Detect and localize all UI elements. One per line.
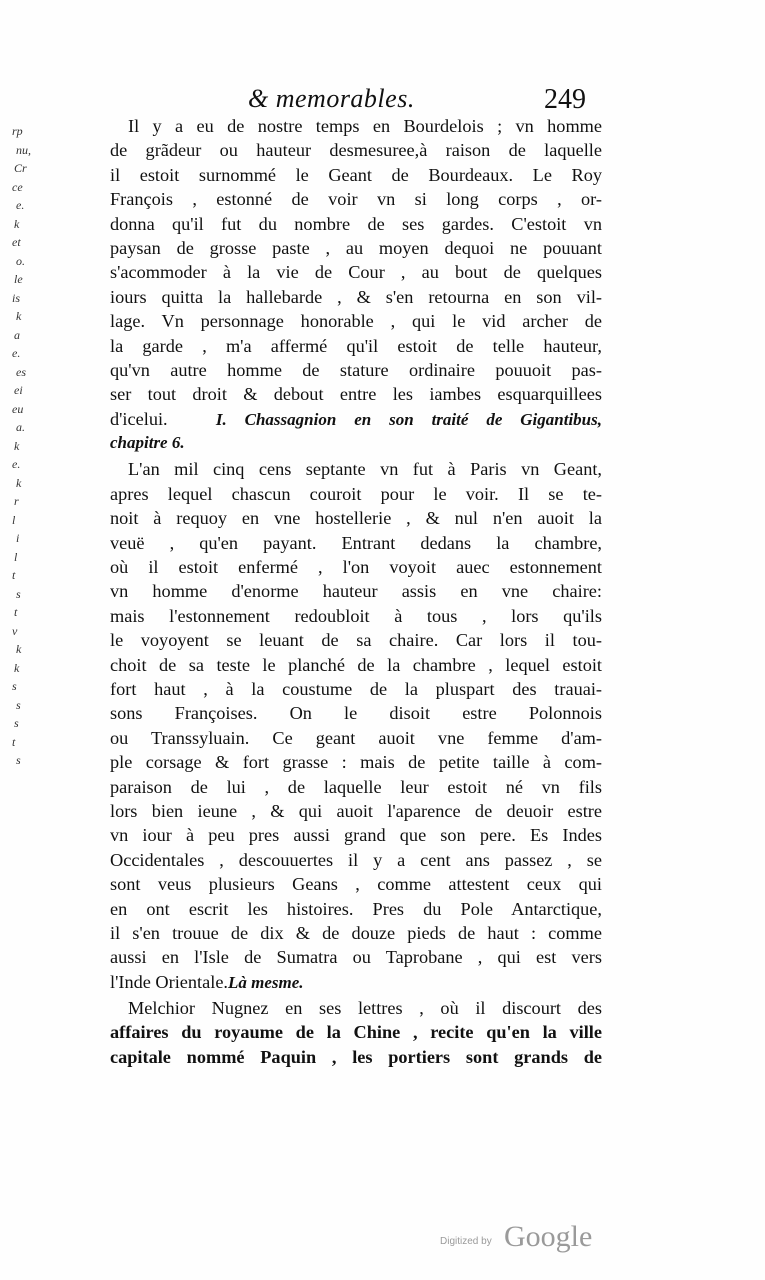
text-line: Occidentales , descouuertes il y a cent ans passez , se xyxy=(110,849,602,870)
text-line: de grãdeur ou hauteur desmesuree,à raison de laquelle xyxy=(110,140,602,161)
text-line: qu'vn autre homme de stature ordinaire pouuoit pas- xyxy=(110,359,602,380)
google-logo: Google xyxy=(504,1220,593,1253)
text-line: veuë , qu'en payant. Entrant dedans la chambre, xyxy=(110,532,602,553)
text-line: paraison de lui , de laquelle leur estoit né vn fils xyxy=(110,776,602,797)
gutter-fragment: Cr xyxy=(14,161,27,175)
gutter-fragment: i xyxy=(16,531,20,545)
text-line: il estoit surnommé le Geant de Bourdeaux. Le Roy xyxy=(110,164,602,185)
text-line: affaires du royaume de la Chine , recite qu'en la ville xyxy=(110,1022,602,1043)
digitizer-watermark xyxy=(440,1218,610,1258)
text-line: vn homme d'enorme hauteur assis en vne chaire: xyxy=(110,581,602,602)
citation: I. Chassagnion en son traité de Gigantibus, xyxy=(215,409,602,429)
text-line: vn iour à peu pres aussi grand que son pere. Es Indes xyxy=(110,825,602,846)
text-line: ser tout droit & debout entre les iambes esquarquillees xyxy=(110,384,602,405)
gutter-fragment: es xyxy=(16,364,26,379)
text-line: paysan de grosse paste , au moyen dequoi ne pouuant xyxy=(110,237,602,258)
gutter-fragment: e. xyxy=(12,457,21,471)
text-line: mais l'estonnement redoubloit à tous , lors qu'ils xyxy=(110,605,602,626)
text-line: aussi en l'Isle de Sumatra ou Taprobane , qui est vers xyxy=(110,947,602,968)
text-line: Il y a eu de nostre temps en Bourdelois ; vn homme xyxy=(128,116,602,136)
gutter-fragment: a xyxy=(14,327,20,342)
text-line: où il estoit enfermé , l'on voyoit auec estonnement xyxy=(110,557,602,578)
text-line: ou Transsyluain. Ce geant auoit vne femme d'am- xyxy=(110,727,602,748)
gutter-fragment: e. xyxy=(12,346,21,360)
citation-continuation: chapitre 6. xyxy=(110,433,185,453)
gutter-fragment: k xyxy=(16,475,22,490)
gutter-fragment: k xyxy=(16,642,22,656)
text-line: noit à requoy en vne hostellerie , & nul n'en auoit la xyxy=(110,508,602,529)
text-line: s'acommoder à la vie de Cour , au bout de quelques xyxy=(110,262,602,283)
text-line: donna qu'il fut du nombre de ses gardes. C'estoit vn xyxy=(110,213,602,234)
text-line: ple corsage & fort grasse : mais de petite taille à com- xyxy=(110,752,602,773)
gutter-fragment: l xyxy=(14,549,18,564)
text-line: apres lequel chascun couroit pour le voir. Il se te- xyxy=(110,483,602,504)
text-line-with-citation xyxy=(110,407,602,431)
gutter-fragment: v xyxy=(12,623,18,638)
gutter-fragment: is xyxy=(12,290,21,305)
text-line: fort haut , à la coustume de la pluspart des trauai- xyxy=(110,678,602,699)
gutter-fragment: t xyxy=(12,568,16,582)
text-line: lors bien ieune , & qui auoit l'aparence de deuoir estre xyxy=(110,800,602,821)
gutter-fragment: t xyxy=(14,605,18,619)
gutter-fragment: s xyxy=(16,753,21,767)
body-text xyxy=(110,114,602,1069)
text-line: capitale nommé Paquin , les portiers sont grands de xyxy=(110,1046,602,1067)
gutter-fragment: a. xyxy=(16,420,25,434)
text-fragment: l'Inde Orientale. xyxy=(110,971,229,992)
gutter-fragment: s xyxy=(12,679,17,693)
text-line: le voyoyent se leuant de sa chaire. Car lors il tou- xyxy=(110,630,602,651)
text-line: L'an mil cinq cens septante vn fut à Paris vn Geant, xyxy=(128,459,602,480)
gutter-fragment: ce xyxy=(12,179,23,194)
text-fragment: d'icelui. xyxy=(110,408,168,429)
gutter-fragment: t xyxy=(12,734,16,749)
text-line: Melchior Nugnez en ses lettres , où il discourt des xyxy=(128,998,602,1019)
text-line: sont veus plusieurs Geans , comme attestent ceux qui xyxy=(110,874,602,895)
running-head xyxy=(0,78,765,118)
gutter-fragment: ei xyxy=(14,383,23,397)
gutter-fragment: e. xyxy=(16,198,25,212)
gutter-fragment: s xyxy=(14,716,19,730)
gutter-fragment: k xyxy=(14,660,20,675)
watermark-small-text: Digitized by xyxy=(440,1236,492,1247)
gutter-fragment: et xyxy=(12,235,21,249)
gutter-fragment: k xyxy=(14,216,20,231)
gutter-fragment: eu xyxy=(12,401,24,416)
gutter-fragment: k xyxy=(14,438,20,453)
gutter-fragment: nu, xyxy=(16,142,31,157)
text-line: iours quitta la hallebarde , & s'en retourna en son vil- xyxy=(110,286,602,307)
text-line: sons Françoises. On le disoit estre Polonnois xyxy=(110,703,602,724)
citation: Là mesme. xyxy=(228,972,304,992)
gutter-fragment: k xyxy=(16,309,22,323)
gutter-fragment: s xyxy=(16,697,21,712)
text-line: en ont escrit les histoires. Pres du Pole Antarctique, xyxy=(110,898,602,919)
running-title: & memorables. xyxy=(248,84,415,113)
gutter-fragment: r xyxy=(14,494,19,508)
text-line: la garde , m'a affermé qu'il estoit de telle hauteur, xyxy=(110,335,602,356)
gutter-fragment: rp xyxy=(12,124,23,138)
text-line: choit de sa teste le planché de la chambre , lequel estoit xyxy=(110,654,602,675)
text-line-with-citation xyxy=(110,970,602,994)
gutter-fragment: o. xyxy=(16,253,25,268)
text-line: François , estonné de voir vn si long corps , or- xyxy=(110,189,602,210)
text-line: il s'en trouue de dix & de douze pieds de haut : comme xyxy=(110,922,602,943)
page-number: 249 xyxy=(544,84,586,115)
gutter-fragment: s xyxy=(16,586,21,601)
gutter-show-through xyxy=(10,124,44,824)
text-line: lage. Vn personnage honorable , qui le vid archer de xyxy=(110,311,602,332)
gutter-fragment: l xyxy=(12,512,16,527)
gutter-fragment: le xyxy=(14,272,23,286)
